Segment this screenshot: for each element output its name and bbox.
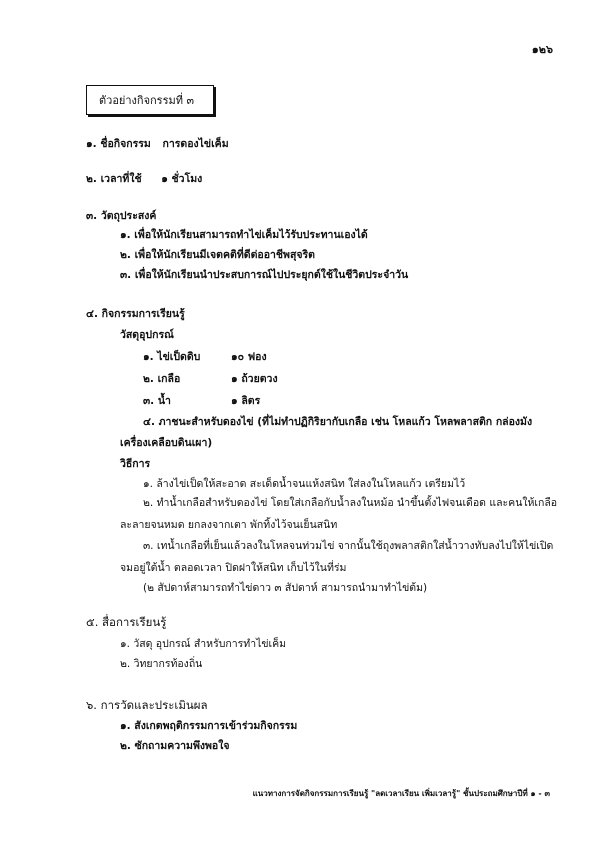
section-objectives-heading: ๓. วัตถุประสงค์ <box>86 210 157 222</box>
learning-media-item: ๑. วัสดุ อุปกรณ์ สำหรับการทำไข่เค็ม <box>120 638 287 650</box>
material-quantity: ๑๐ ฟอง <box>231 351 267 363</box>
method-step-2-line-2: ละลายจนหมด ยกลงจากเตา พักทิ้งไว้จนเย็นสนิท <box>120 519 338 531</box>
material-name: ๑. ไข่เป็ดดิบ <box>143 351 201 363</box>
page-number: ๑๒๖ <box>531 43 553 56</box>
material-quantity: ๑ ลิตร <box>231 395 261 407</box>
learning-media-item: ๒. วิทยากรท้องถิ่น <box>120 658 203 670</box>
method-step-1: ๑. ล้างไข่เป็ดให้สะอาด สะเด็ดน้ำจนแห้งสนิท ใส่ลงในโหลแก้ว เตรียมไว้ <box>143 478 466 490</box>
material-name: ๒. เกลือ <box>143 373 181 385</box>
method-step-3-line-2: จมอยู่ใต้น้ำ ตลอดเวลา ปิดฝาให้สนิท เก็บไว้ในที่ร่ม <box>120 562 347 574</box>
section-learning-media-heading: ๕. สื่อการเรียนรู้ <box>86 615 167 629</box>
section-evaluation-heading: ๖. การวัดและประเมินผล <box>86 698 208 712</box>
objective-item: ๑. เพื่อให้นักเรียนสามารถทำไข่เค็มไว้รับประทานเองได้ <box>120 229 368 241</box>
section-label: เวลาที่ใช้ <box>100 173 142 185</box>
page-footer: แนวทางการจัดกิจกรรมการเรียนรู้ "ลดเวลาเรียน เพิ่มเวลารู้" ชั้นประถมศึกษาปีที่ ๑ - ๓ <box>252 789 550 798</box>
section-number: ๒. <box>86 173 97 185</box>
evaluation-item: ๑. สังเกตพฤติกรรมการเข้าร่วมกิจกรรม <box>120 720 298 732</box>
container-line-2: เครื่องเคลือบดินเผา) <box>120 437 213 449</box>
material-name: ๓. น้ำ <box>143 395 171 407</box>
section-label: ชื่อกิจกรรม <box>100 138 151 150</box>
objective-item: ๓. เพื่อให้นักเรียนนำประสบการณ์ไปประยุกต์ใช้ในชีวิตประจำวัน <box>120 269 409 281</box>
method-step-2-line-1: ๒. ทำน้ำเกลือสำหรับดองไข่ โดยใส่เกลือกับน้ำลงในหม้อ นำขึ้นตั้งไฟจนเดือด และคนให้เกลือ <box>143 497 558 509</box>
activity-title: ตัวอย่างกิจกรรมที่ ๓ <box>99 94 195 107</box>
materials-heading: วัสดุอุปกรณ์ <box>120 329 174 341</box>
evaluation-item: ๒. ซักถามความพึงพอใจ <box>120 740 230 752</box>
section-time-used <box>86 172 202 186</box>
section-activity-name <box>86 137 229 151</box>
method-step-3-line-1: ๓. เทน้ำเกลือที่เย็นแล้วลงในโหลจนท่วมไข่ จากนั้นใช้ถุงพลาสติกใส่น้ำวางทับลงไปให้ไข่เปิด <box>143 540 554 552</box>
method-heading: วิธีการ <box>120 458 151 470</box>
activity-title-box <box>86 85 214 115</box>
method-note: (๒ สัปดาห์สามารถทำไข่ดาว ๓ สัปดาห์ สามารถนำมาทำไข่ต้ม) <box>143 582 428 594</box>
section-activities-heading: ๔. กิจกรรมการเรียนรู้ <box>86 308 185 320</box>
material-quantity: ๑ ถ้วยตวง <box>231 373 278 385</box>
container-line-1: ๔. ภาชนะสำหรับดองไข่ (ที่ไม่ทำปฏิกิริยากับเกลือ เช่น โหลแก้ว โหลพลาสติก กล่องมัง <box>143 416 533 428</box>
time-value: ๑ ชั่วโมง <box>161 173 203 185</box>
objective-item: ๒. เพื่อให้นักเรียนมีเจตคติที่ดีต่ออาชีพสุจริต <box>120 249 315 261</box>
activity-name-value: การดองไข่เค็ม <box>162 138 229 150</box>
section-number: ๑. <box>86 138 97 150</box>
